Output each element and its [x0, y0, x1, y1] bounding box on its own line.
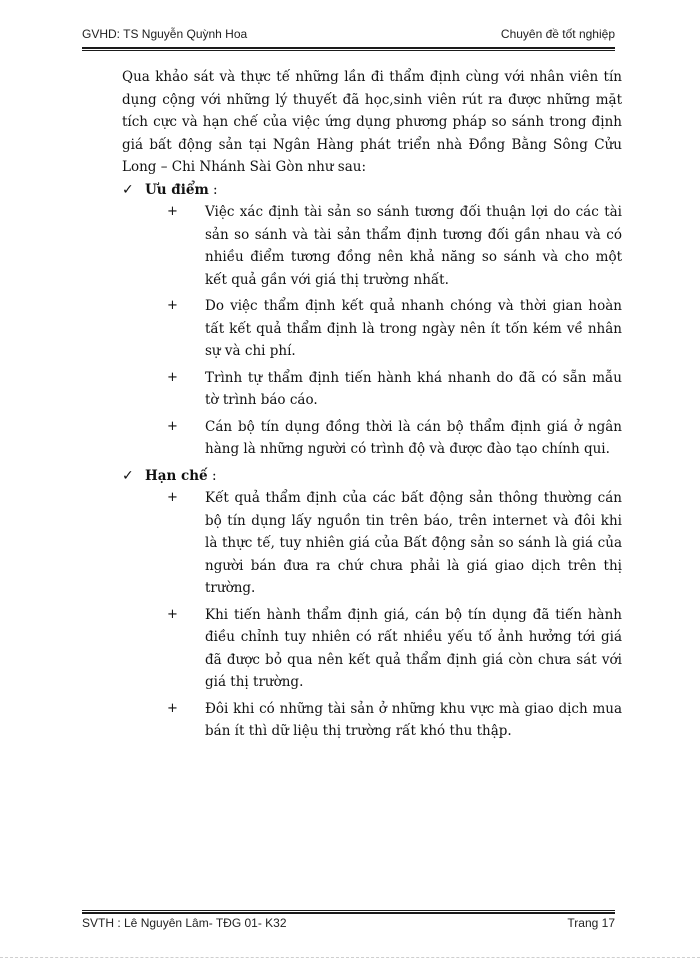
list-item-text: Do việc thẩm định kết quả nhanh chóng và thời gian hoàn tất kết quả thẩm định là trong ngày nên ít tốn kém về nhân sự và chi phí. — [205, 298, 622, 359]
footer-rule — [82, 910, 615, 914]
section-suffix: : — [207, 467, 217, 484]
header-advisor: GVHD: TS Nguyễn Quỳnh Hoa — [82, 27, 248, 41]
list-item — [122, 295, 622, 363]
checkmark-icon: ✓ — [122, 181, 134, 198]
list-item — [122, 487, 622, 600]
plus-bullet-icon: + — [167, 369, 178, 385]
list-item-text: Cán bộ tín dụng đồng thời là cán bộ thẩm định giá ở ngân hàng là những người có trình độ và được đào tạo chính qui. — [205, 418, 622, 457]
header-rule — [82, 47, 615, 51]
section-heading — [122, 179, 622, 202]
plus-bullet-icon: + — [167, 490, 178, 505]
list-item — [122, 416, 622, 461]
plus-bullet-icon: + — [167, 204, 178, 219]
list-item — [122, 367, 622, 412]
section-title: Hạn chế — [145, 467, 208, 484]
plus-bullet-icon: + — [167, 700, 178, 716]
page-footer — [82, 916, 615, 936]
section-heading — [122, 465, 622, 488]
list-item-text: Đôi khi có những tài sản ở những khu vực mà giao dịch mua bán ít thì dữ liệu thị trường rất khó thu thập. — [205, 700, 622, 739]
header-document-type: Chuyên đề tốt nghiệp — [500, 27, 615, 41]
checkmark-icon: ✓ — [122, 467, 134, 484]
section-title: Ưu điểm — [145, 181, 209, 198]
advantages-list — [122, 201, 622, 461]
list-item-text: Kết quả thẩm định của các bất động sản thông thường cán bộ tín dụng lấy nguồn tin trên báo, trên internet và đôi khi là thực tế, tuy nhiên giá của Bất động sản so sánh là giá của người bán đưa ra chứ chưa phải là giá giao dịch trên thị trường. — [205, 490, 622, 596]
footer-student: SVTH : Lê Nguyên Lâm- TĐG 01- K32 — [82, 916, 287, 930]
list-item — [122, 604, 622, 694]
page-edge-divider — [0, 957, 700, 958]
plus-bullet-icon: + — [167, 298, 178, 313]
page-number: Trang 17 — [567, 916, 615, 930]
limitations-list — [122, 487, 622, 743]
intro-paragraph: Qua khảo sát và thực tế những lần đi thẩm định cùng với nhân viên tín dụng cộng với những lý thuyết đã học,sinh viên rút ra được những mặt tích cực và hạn chế của việc ứng dụng phương pháp so sánh trong định giá bất động sản tại Ngân Hàng phát triển nhà Đồng Bằng Sông Cửu Long – Chi Nhánh Sài Gòn như sau: — [122, 69, 622, 175]
section-suffix: : — [208, 181, 218, 198]
list-item-text: Trình tự thẩm định tiến hành khá nhanh do đã có sẵn mẫu tờ trình báo cáo. — [205, 369, 622, 408]
section-limitations — [122, 465, 622, 743]
plus-bullet-icon: + — [167, 418, 178, 434]
plus-bullet-icon: + — [167, 606, 178, 622]
list-item-text: Khi tiến hành thẩm định giá, cán bộ tín dụng đã tiến hành điều chỉnh tuy nhiên có rất nhiều yếu tố ảnh hưởng tới giá đã được bỏ qua nên kết quả thẩm định giá còn chưa sát với giá thị trường. — [205, 606, 622, 690]
section-advantages — [122, 179, 622, 461]
page-body — [122, 66, 622, 747]
list-item-text: Việc xác định tài sản so sánh tương đối thuận lợi do các tài sản so sánh và tài sản thẩm định tương đối gần nhau và có nhiều điểm tương đồng nên khả năng so sánh và cho một kết quả gần với giá thị trường nhất. — [205, 204, 622, 288]
list-item — [122, 698, 622, 743]
list-item — [122, 201, 622, 291]
page-header — [82, 27, 615, 49]
